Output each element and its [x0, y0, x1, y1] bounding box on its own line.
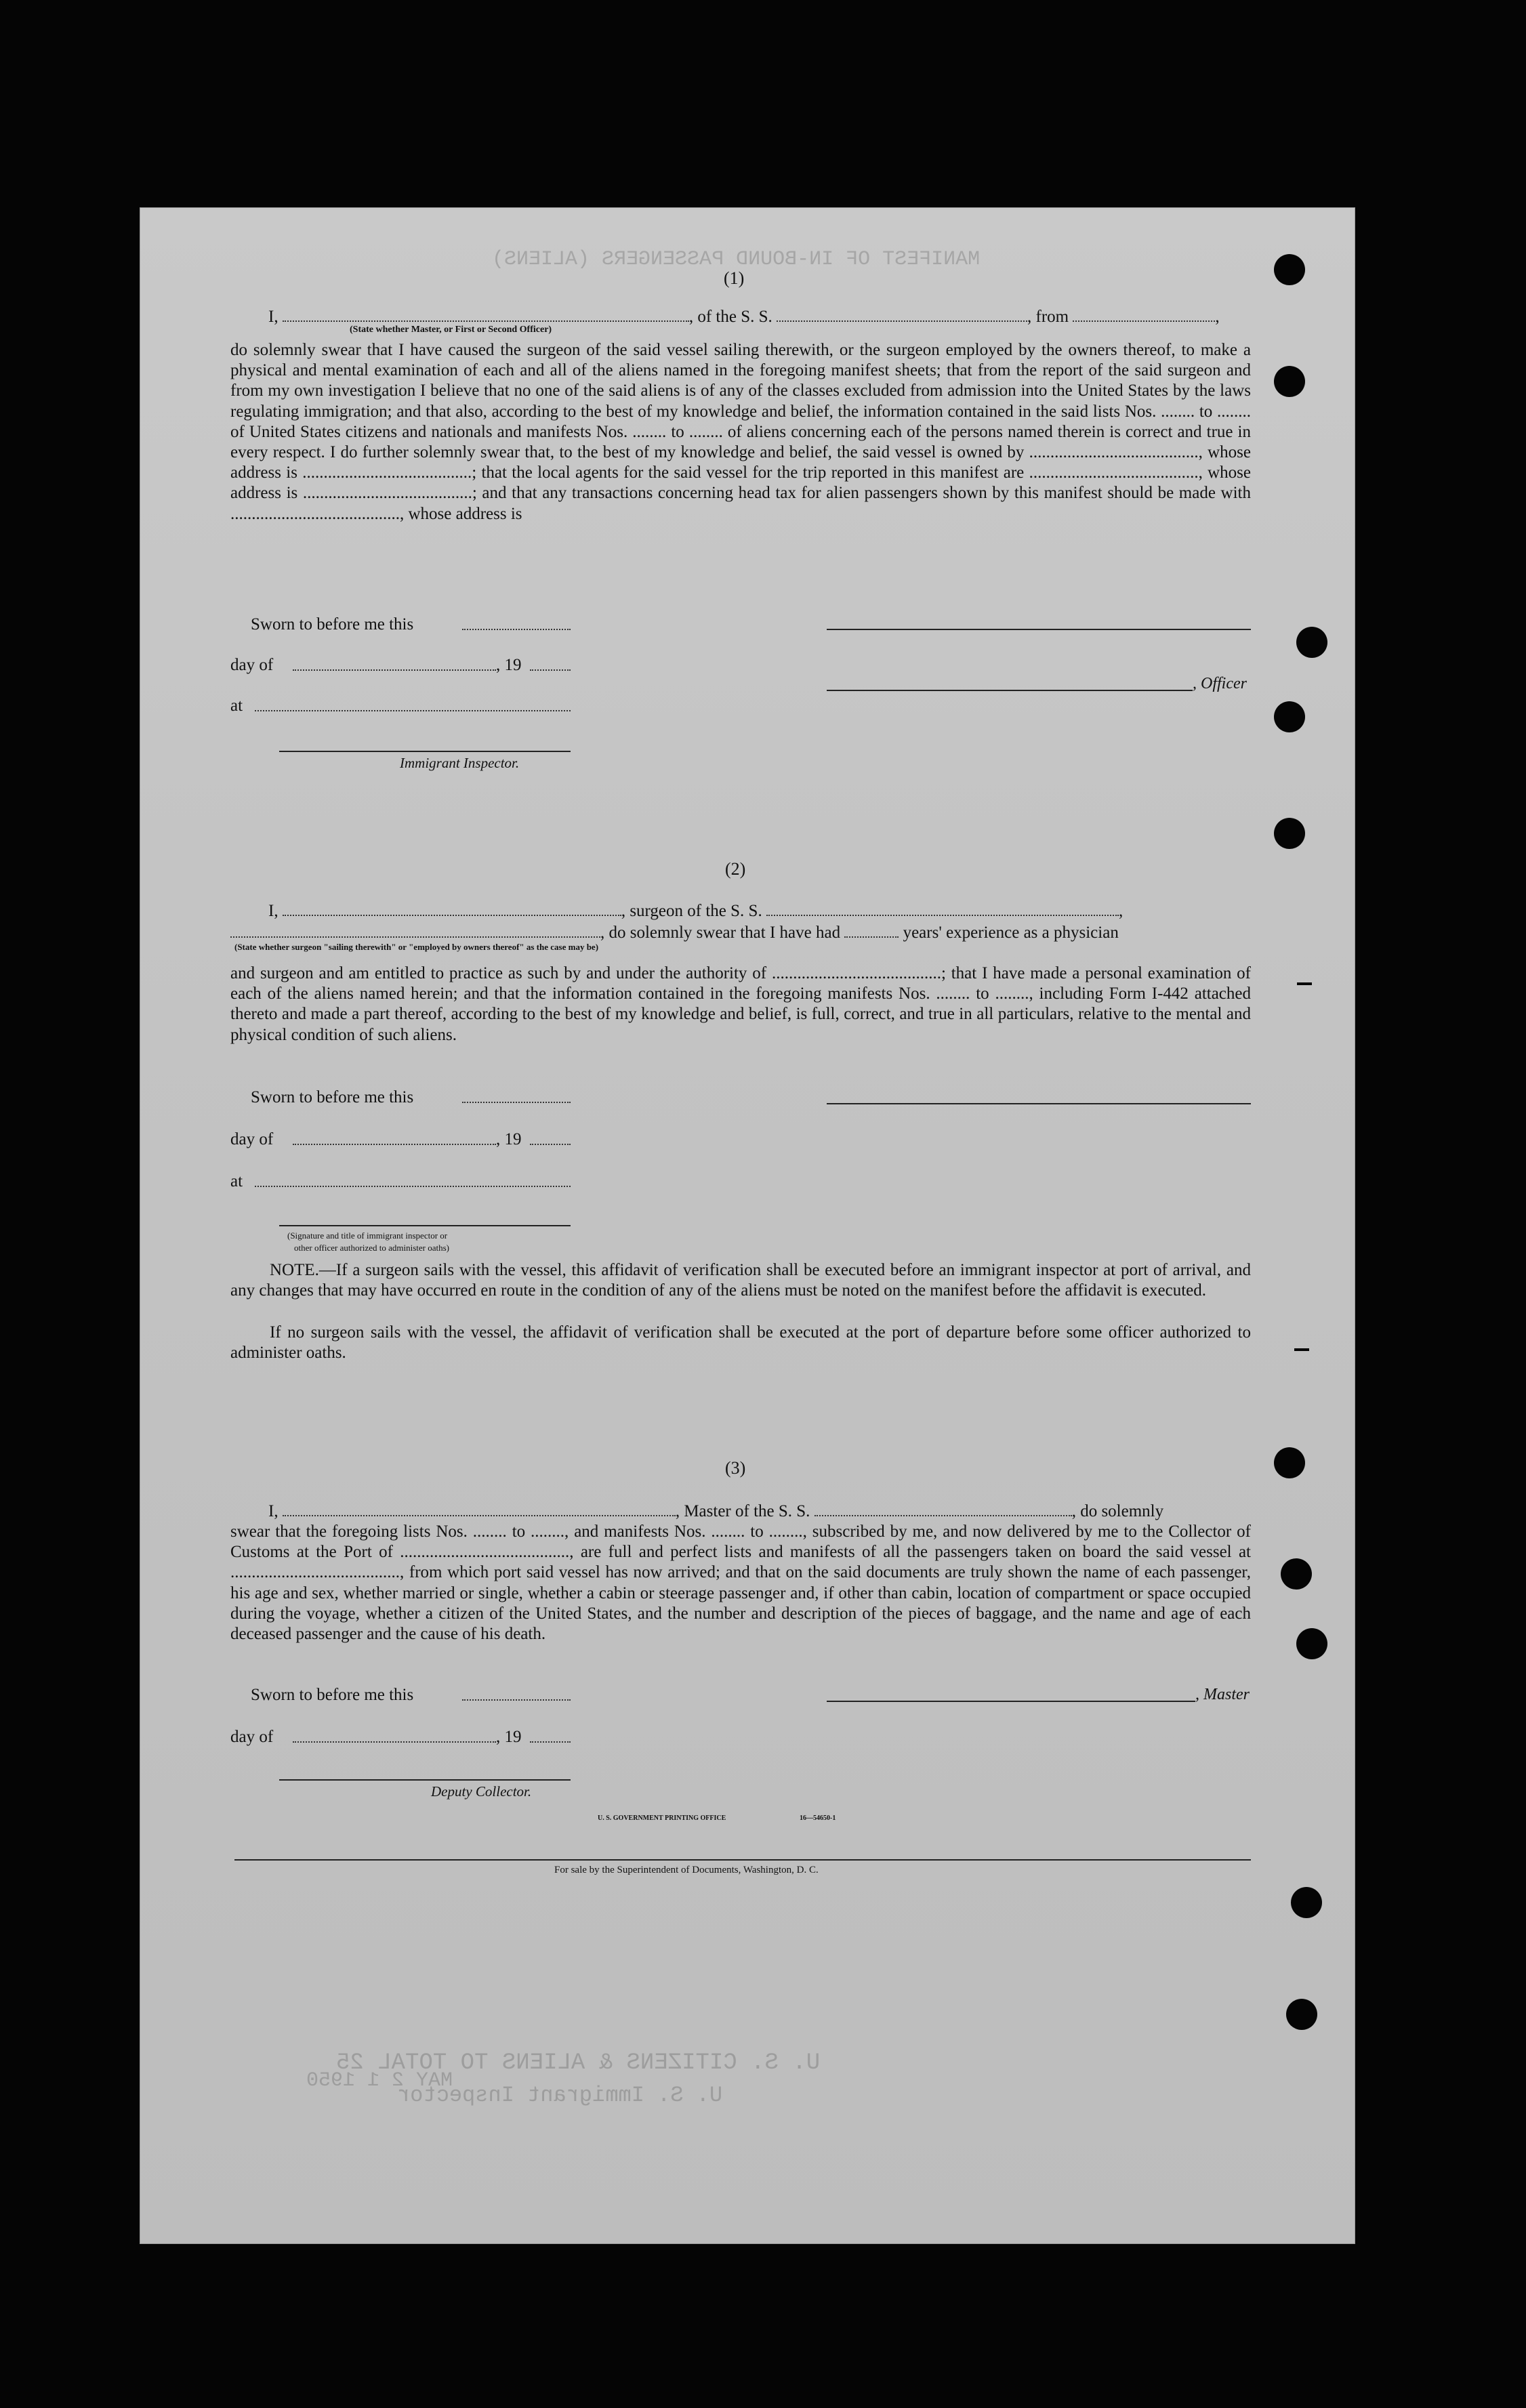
surgeon-status-field[interactable] [230, 921, 600, 938]
master-signature-line[interactable] [827, 1701, 1195, 1702]
section-1-line1 [268, 306, 1220, 327]
section-2-line2 [230, 921, 1119, 942]
for-sale-note: For sale by the Superintendent of Documents, Washington, D. C. [554, 1865, 819, 1875]
at-label-2: at [230, 1172, 243, 1190]
footer-rule [234, 1859, 1251, 1861]
officer-signature-line-2[interactable] [827, 690, 1193, 691]
day-of-label-2: day of [230, 1130, 274, 1148]
officer-rank-field[interactable] [283, 306, 689, 322]
officer-label: , Officer [1193, 675, 1247, 692]
year-field-3[interactable] [530, 1741, 571, 1743]
vessel-name-field[interactable] [777, 306, 1027, 322]
punch-hole [1274, 366, 1305, 397]
month-field-1[interactable] [293, 669, 496, 671]
section-2-number: (2) [725, 859, 746, 879]
swear-label: , do solemnly swear that I have had [600, 923, 841, 942]
punch-hole [1274, 701, 1305, 732]
signature-line-2[interactable] [279, 1225, 571, 1226]
master-label: , Master [1195, 1686, 1250, 1703]
officer-signature-line-1[interactable] [827, 629, 1251, 630]
section-2-line1 [268, 900, 1123, 921]
i-label: I, [268, 902, 279, 920]
section-3-number: (3) [725, 1458, 746, 1478]
signature-note-1: (Signature and title of immigrant inspector or [287, 1230, 448, 1241]
manifest-page [140, 207, 1355, 2244]
i-label: I, [268, 1502, 279, 1520]
punch-hole [1274, 254, 1305, 285]
at-field-2[interactable] [255, 1186, 571, 1187]
punct: , [1215, 308, 1220, 326]
sworn-label-1: Sworn to before me this [251, 615, 414, 634]
punch-hole [1291, 1887, 1322, 1918]
solemnly-label: , do solemnly [1071, 1502, 1164, 1520]
edge-mark [1297, 982, 1312, 985]
day-of-label-1: day of [230, 656, 274, 674]
at-field-1[interactable] [255, 710, 571, 711]
section-3-body: swear that the foregoing lists Nos. ........ to ........, and manifests Nos. ........ to ........, subscribed by me, and now delivered by me to the Collector of Customs at the Port of ........................................, are full and perfect lists and manifests of all the passengers taken on board the said vessel at ........................................, from which port said vessel has now arrived; and that on the said documents are truly shown the name of each passenger, his age and sex, whether married or single, whether a cabin or steerage passenger and, if other than cabin, location of compartment or space occupied during the voyage, whether a citizen of the United States, and the number and description of the pieces of baggage, and the name and age of each deceased passenger and the cause of his death. [230, 1522, 1251, 1644]
year-label-3: , 19 [496, 1728, 522, 1746]
month-field-2[interactable] [293, 1144, 496, 1145]
inspector-signature-line[interactable] [279, 751, 571, 752]
surgeon-note: (State whether surgeon "sailing therewith" or "employed by owners thereof" as the case may be) [234, 942, 599, 952]
punch-hole [1296, 627, 1327, 658]
deputy-collector-label: Deputy Collector. [431, 1783, 532, 1800]
section-1-number: (1) [724, 268, 745, 288]
years-experience-field[interactable] [844, 921, 899, 938]
vessel-name-field-2[interactable] [766, 900, 1119, 916]
punch-hole [1274, 1447, 1305, 1478]
bleed-through-stamp: MAY 2 1 1950 [306, 2069, 453, 2092]
bleed-through-text: U. S. Immigrant Inspector [397, 2083, 723, 2108]
surgeon-name-field[interactable] [283, 900, 621, 916]
officer-note: (State whether Master, or First or Second Officer) [350, 325, 552, 335]
day-of-label-3: day of [230, 1728, 274, 1746]
punch-hole [1281, 1558, 1312, 1590]
of-ss-label: , of the S. S. [688, 308, 772, 326]
master-of-label: , Master of the S. S. [675, 1502, 810, 1520]
inspector-label: Immigrant Inspector. [400, 755, 520, 771]
sworn-label-3: Sworn to before me this [251, 1686, 414, 1704]
sworn-label-2: Sworn to before me this [251, 1088, 414, 1106]
bleed-through-text: U. S. CITIZENS & ALIENS TO TOTAL 25 [336, 2050, 821, 2076]
section-3-line1 [268, 1500, 1163, 1521]
punct: , [1118, 902, 1123, 920]
year-label-2: , 19 [496, 1130, 522, 1148]
from-port-field[interactable] [1073, 306, 1215, 322]
surgeon-signature-line[interactable] [827, 1103, 1251, 1104]
printing-office: U. S. GOVERNMENT PRINTING OFFICE [598, 1814, 726, 1822]
surgeon-of-label: , surgeon of the S. S. [621, 902, 762, 920]
year-field-1[interactable] [530, 669, 571, 671]
print-code: 16—54650-1 [800, 1814, 836, 1822]
signature-note-2: other officer authorized to administer oaths) [294, 1243, 449, 1253]
i-label: I, [268, 308, 279, 326]
years-label: years' experience as a physician [903, 923, 1119, 942]
month-field-3[interactable] [293, 1741, 496, 1743]
section-1-body: do solemnly swear that I have caused the surgeon of the said vessel sailing therewith, or the surgeon employed by the owners thereof, to make a physical and mental examination of each and all of the aliens named in the foregoing manifest sheets; that from the report of the said surgeon and from my own investigation I believe that no one of the said aliens is of any of the classes excluded from admission into the United States by the laws regulating immigration; and that also, according to the best of my knowledge and belief, the information contained in the said lists Nos. ........ to ........ of United States citizens and nationals and manifests Nos. ........ to ........ of aliens concerning each of the persons named therein is correct and true in every respect. I do further solemnly swear that, to the best of my knowledge and belief, the said vessel is owned by ........................................, whose address is ........................................; that the local agents for the said vessel for the trip reported in this manifest are ........................................, whose address is ........................................; and that any transactions concerning head tax for alien passengers shown by this manifest should be made with ........................................, whose address is [230, 341, 1251, 523]
from-label: , from [1027, 308, 1069, 326]
punch-hole [1286, 1999, 1317, 2030]
note-2: If no surgeon sails with the vessel, the affidavit of verification shall be executed at the port of departure before some officer authorized to administer oaths. [230, 1323, 1251, 1363]
bleed-through-title: MANIFEST OF IN-BOUND PASSENGERS (ALIENS) [492, 248, 981, 271]
master-name-field[interactable] [283, 1500, 676, 1516]
year-field-2[interactable] [530, 1144, 571, 1145]
vessel-name-field-3[interactable] [814, 1500, 1072, 1516]
sworn-day-field-2[interactable] [462, 1102, 571, 1103]
section-2-body: and surgeon and am entitled to practice as such by and under the authority of ........................................; that I have made a personal examination of each of the aliens named herein; and that the information contained in the foregoing manifests Nos. ........ to ........, including Form I-442 attached thereto and made a part thereof, according to the best of my knowledge and belief, is full, correct, and true in all particulars, relative to the mental and physical condition of such aliens. [230, 964, 1251, 1044]
sworn-day-field-3[interactable] [462, 1699, 571, 1701]
punch-hole [1296, 1628, 1327, 1659]
year-label-1: , 19 [496, 656, 522, 674]
sworn-day-field-1[interactable] [462, 629, 571, 630]
collector-signature-line[interactable] [279, 1779, 571, 1781]
note-1: NOTE.—If a surgeon sails with the vessel, this affidavit of verification shall be executed before an immigrant inspector at port of arrival, and any changes that may have occurred en route in the condition of any of the aliens must be noted on the manifest before the affidavit is executed. [230, 1261, 1251, 1300]
edge-mark [1294, 1348, 1309, 1351]
at-label-1: at [230, 697, 243, 715]
punch-hole [1274, 818, 1305, 849]
